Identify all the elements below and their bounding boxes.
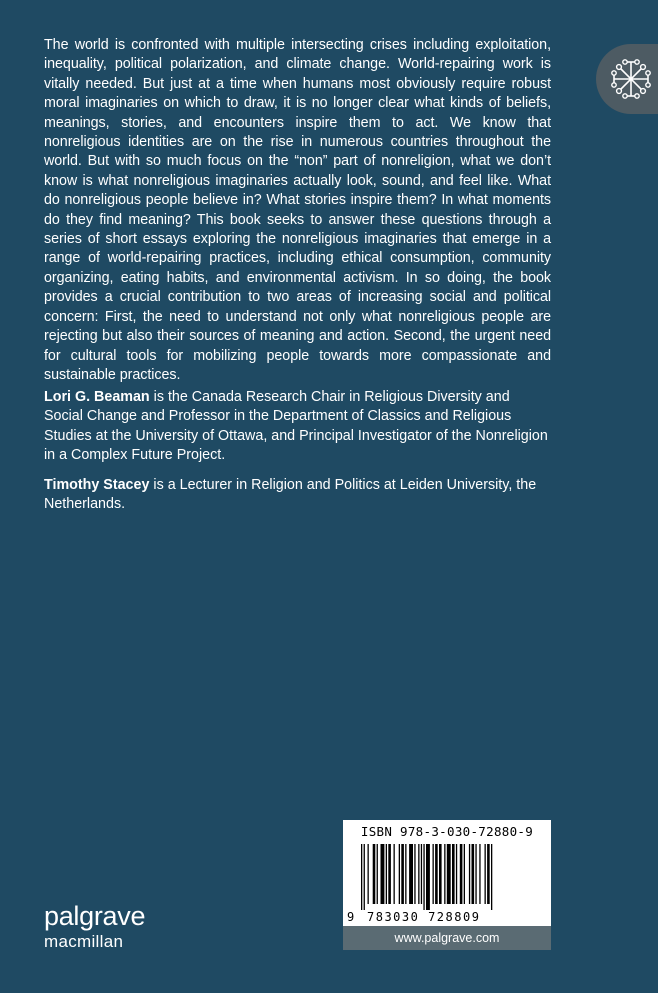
- barcode-first-digit: 9: [347, 910, 355, 924]
- author-bio: [44, 388, 551, 466]
- author-name: Timothy Stacey: [44, 476, 150, 493]
- logo-line-2: macmillan: [44, 932, 124, 951]
- author-bios: [44, 388, 551, 524]
- publisher-badge: [596, 44, 658, 114]
- author-bio-text: is the Canada Research Chair in Religious Diversity and Social Change and Professor in the Department of Classics and Religious Studies at the University of Ottawa, and Principal Investigator of the Nonreligion in a Complex Future Project.: [44, 389, 548, 464]
- barcode-number: 783030 728809: [367, 910, 481, 924]
- barcode: [343, 820, 551, 926]
- logo-line-1: palgrave: [44, 901, 146, 931]
- springer-network-icon: [604, 52, 658, 106]
- author-name: Lori G. Beaman: [44, 389, 150, 405]
- isbn-label: ISBN 978-3-030-72880-9: [360, 824, 534, 839]
- author-bio: [44, 476, 551, 515]
- palgrave-macmillan-logo: [44, 903, 145, 953]
- website-label: www.palgrave.com: [343, 926, 551, 950]
- barcode-bars: [357, 844, 539, 910]
- book-description: The world is confronted with multiple intersecting crises including exploitation, inequality, political polarization, and climate change. World-repairing work is vitally needed. But just at a time when humans most obviously require robust moral imaginaries on which to draw, it is no longer clear what kinds of beliefs, meanings, stories, and encounters inspire them to act. We know that nonreligious identities are on the rise in numerous countries throughout the world. But with so much focus on the “non” part of nonreligion, what we don’t know is what nonreligious imaginaries actually look, sound, and feel like. What do nonreligious people believe in? What stories inspire them? In what moments do they find meaning? This book seeks to answer these questions through a series of short essays exploring the nonreligious imaginaries that emerge in a range of world-repairing practices, including ethical consumption, community organizing, eating habits, and environmental activism. In so doing, the book provides a crucial contribution to two areas of increasing social and political concern: First, the need to understand not only what nonreligious people are rejecting but also their sources of meaning and action. Second, the urgent need for cultural tools for mobilizing people towards more compassionate and sustainable practices.: [44, 37, 551, 383]
- author-bio-text: is a Lecturer in Religion and Politics at Leiden University, the Netherlands.: [44, 476, 537, 513]
